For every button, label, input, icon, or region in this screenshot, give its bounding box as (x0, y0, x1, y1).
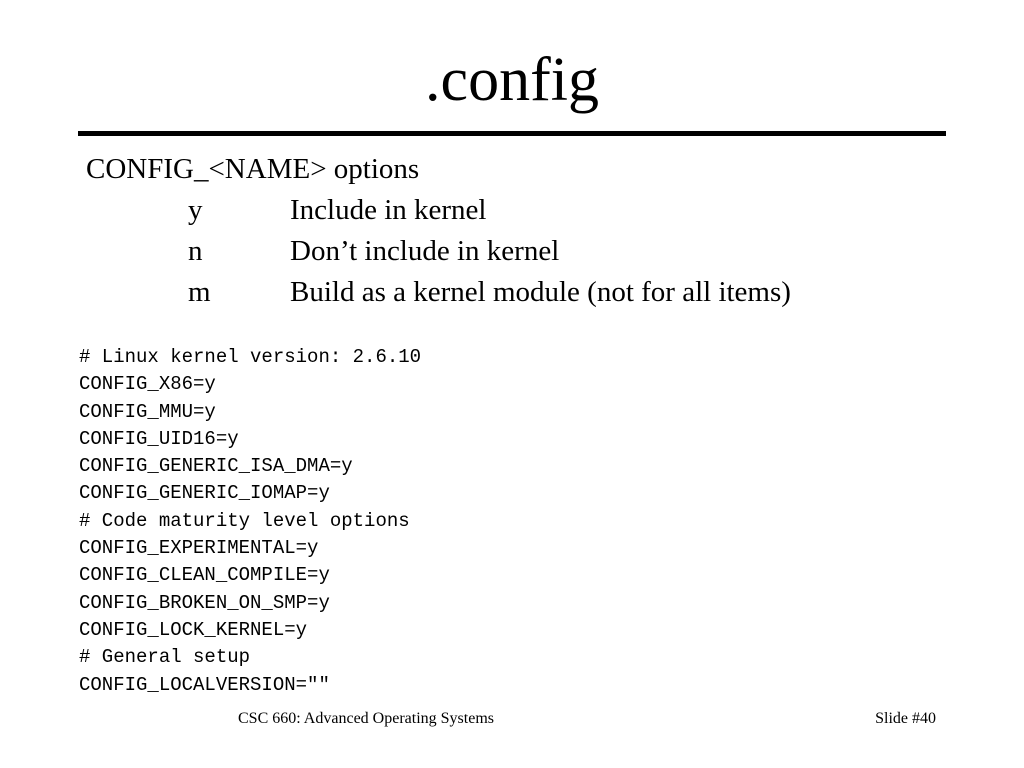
option-row-y (86, 190, 791, 231)
option-row-m (86, 272, 791, 313)
slide-title: .config (425, 46, 599, 114)
option-key: y (188, 194, 203, 226)
option-row-n (86, 231, 791, 272)
option-description: Build as a kernel module (not for all items) (290, 276, 791, 308)
option-description: Include in kernel (290, 194, 487, 226)
options-block (86, 148, 791, 313)
footer-course-title: CSC 660: Advanced Operating Systems (238, 710, 494, 727)
code-line: # Code maturity level options (79, 509, 410, 532)
option-description: Don’t include in kernel (290, 235, 560, 267)
code-line: # Linux kernel version: 2.6.10 (79, 346, 422, 368)
code-line: CONFIG_MMU=y (79, 400, 216, 423)
options-heading: CONFIG_<NAME> options (86, 153, 420, 185)
code-line: CONFIG_X86=y (79, 373, 216, 396)
code-line: CONFIG_UID16=y (79, 427, 239, 450)
config-code-listing (79, 344, 421, 699)
code-line: CONFIG_CLEAN_COMPILE=y (79, 564, 330, 587)
code-line: CONFIG_LOCALVERSION="" (79, 673, 330, 696)
code-line: CONFIG_GENERIC_IOMAP=y (79, 482, 330, 505)
code-line: CONFIG_EXPERIMENTAL=y (79, 537, 319, 560)
code-line: CONFIG_LOCK_KERNEL=y (79, 618, 308, 641)
code-line: # General setup (79, 646, 251, 669)
code-line: CONFIG_GENERIC_ISA_DMA=y (79, 455, 353, 478)
option-key: m (188, 276, 211, 308)
title-divider (78, 131, 946, 136)
footer-slide-number: Slide #40 (875, 710, 936, 727)
option-key: n (188, 235, 203, 267)
code-line: CONFIG_BROKEN_ON_SMP=y (79, 591, 330, 614)
